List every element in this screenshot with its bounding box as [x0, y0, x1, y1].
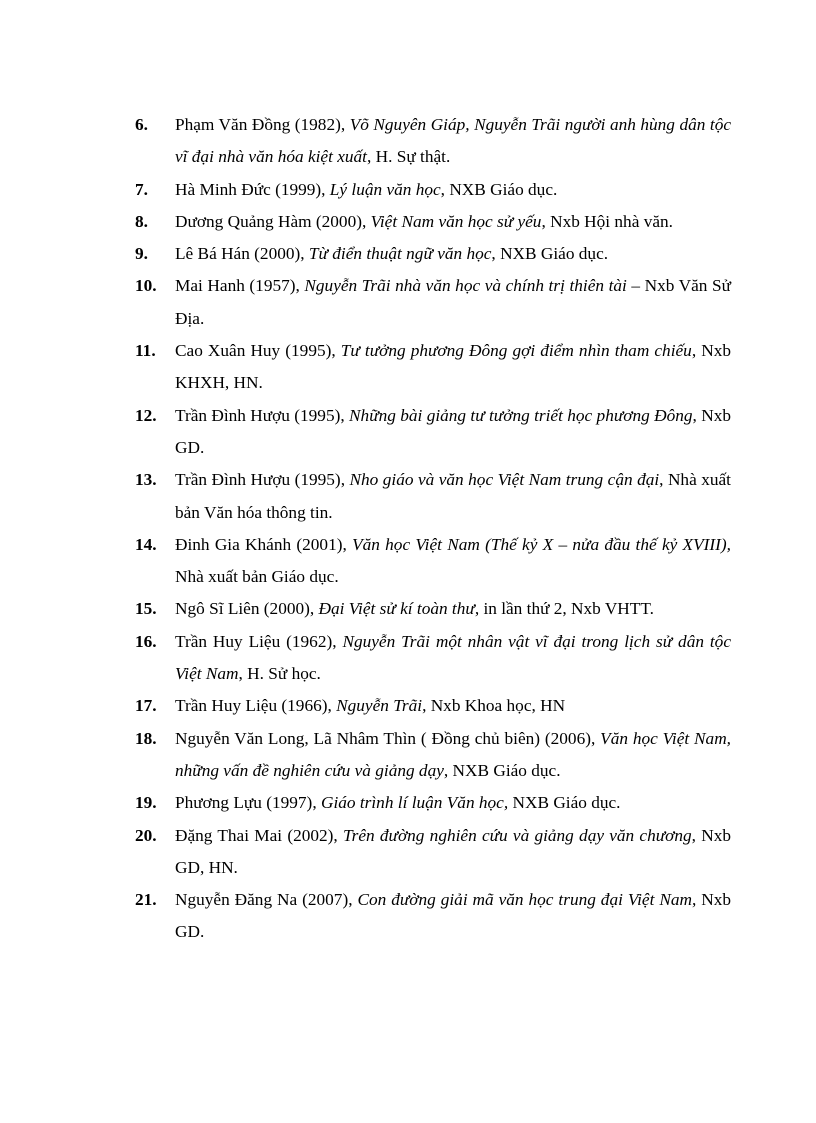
reference-title: Lý luận văn học — [329, 179, 441, 199]
reference-text — [175, 723, 731, 788]
reference-author: Nguyễn Đăng Na (2007), — [175, 890, 358, 910]
reference-item — [135, 400, 731, 465]
reference-item — [135, 593, 731, 625]
reference-publisher: , Nxb KHXH, HN. — [175, 341, 731, 393]
reference-text — [175, 464, 731, 529]
reference-author: Ngô Sĩ Liên (2000), — [175, 599, 319, 619]
reference-publisher: , NXB Giáo dục. — [491, 244, 609, 264]
reference-item — [135, 626, 731, 691]
reference-publisher: , Nxb GD. — [175, 405, 731, 457]
reference-title: Văn học Việt Nam, những vấn đề nghiên cứu và giảng dạy — [175, 728, 731, 780]
reference-publisher: , Nxb GD, HN. — [175, 825, 731, 877]
reference-number: 17. — [135, 696, 157, 716]
reference-publisher: – Nxb Văn Sử Địa. — [175, 276, 732, 328]
reference-author: Dương Quảng Hàm (2000), — [175, 211, 371, 231]
reference-number: 10. — [135, 276, 157, 296]
reference-text — [175, 400, 731, 465]
reference-title: Trên đường nghiên cứu và giảng dạy văn chương — [342, 825, 692, 845]
reference-title: Việt Nam văn học sử yếu — [370, 211, 542, 231]
reference-author: Mai Hanh (1957), — [175, 276, 305, 296]
reference-text — [175, 626, 731, 691]
reference-text — [175, 787, 731, 819]
reference-item — [135, 787, 731, 819]
reference-text — [175, 884, 731, 949]
reference-title: Nguyễn Trãi một nhân vật vĩ đại trong lịch sử dân tộc Việt Nam — [175, 631, 731, 684]
reference-item — [135, 238, 731, 270]
reference-publisher: , Nxb Khoa học, HN — [422, 696, 566, 716]
reference-title: Nguyễn Trãi nhà văn học và chính trị thiên tài — [304, 276, 627, 296]
reference-item — [135, 335, 731, 400]
reference-title: Nguyễn Trãi — [336, 696, 423, 716]
reference-number: 12. — [135, 405, 157, 425]
reference-title: Nho giáo và văn học Việt Nam trung cận đại — [349, 470, 660, 490]
reference-item — [135, 270, 731, 335]
reference-title: Đại Việt sử kí toàn thư — [318, 599, 475, 619]
reference-publisher: NXB Giáo dục. — [508, 793, 621, 813]
reference-text — [175, 335, 731, 400]
reference-item — [135, 206, 731, 238]
reference-number: 21. — [135, 890, 157, 910]
reference-publisher: , Nhà xuất bản Văn hóa thông tin. — [175, 470, 731, 522]
reference-publisher: , Nxb Hội nhà văn. — [541, 211, 673, 231]
reference-publisher: , NXB Giáo dục. — [443, 760, 561, 780]
reference-item — [135, 464, 731, 529]
reference-number: 8. — [135, 211, 148, 231]
reference-author: Phạm Văn Đồng (1982), — [175, 115, 350, 134]
reference-text — [175, 238, 731, 270]
reference-item — [135, 690, 731, 722]
reference-number: 14. — [135, 534, 157, 554]
reference-author: Cao Xuân Huy (1995), — [175, 341, 341, 361]
reference-text — [175, 690, 731, 722]
reference-author: Hà Minh Đức (1999), — [175, 179, 330, 199]
reference-number: 9. — [135, 244, 148, 264]
reference-author: Đặng Thai Mai (2002), — [175, 825, 343, 845]
reference-publisher: , NXB Giáo dục. — [440, 179, 558, 199]
reference-number: 16. — [135, 631, 157, 651]
reference-number: 6. — [135, 115, 148, 134]
reference-text — [175, 593, 731, 625]
reference-title: Tư tưởng phương Đông gợi điểm nhìn tham chiếu — [340, 341, 692, 361]
reference-author: Trần Đình Hượu (1995), — [175, 470, 350, 490]
reference-publisher: , in lần thứ 2, Nxb VHTT. — [474, 599, 654, 619]
reference-item — [135, 723, 731, 788]
reference-text — [175, 206, 731, 238]
reference-title: Võ Nguyên Giáp, Nguyễn Trãi người anh hùng dân tộc vĩ đại nhà văn hóa kiệt xuất — [175, 115, 731, 167]
reference-item — [135, 529, 731, 594]
reference-text — [175, 109, 731, 174]
reference-number: 13. — [135, 470, 157, 490]
reference-item — [135, 174, 731, 206]
reference-title: Giáo trình lí luận Văn học, — [320, 793, 509, 813]
reference-author: Trần Huy Liệu (1966), — [175, 696, 337, 716]
reference-text — [175, 529, 731, 594]
reference-publisher: , H. Sự thật. — [366, 147, 451, 167]
reference-number: 11. — [135, 341, 156, 361]
reference-publisher: , Nxb GD. — [175, 890, 731, 942]
reference-title: Từ điển thuật ngữ văn học — [308, 244, 492, 264]
reference-author: Phương Lựu (1997), — [175, 793, 321, 813]
reference-number: 19. — [135, 793, 157, 813]
reference-item — [135, 820, 731, 885]
reference-author: Nguyễn Văn Long, Lã Nhâm Thìn ( Đồng chủ biên) (2006), — [175, 728, 601, 748]
reference-text — [175, 174, 731, 206]
reference-item — [135, 109, 731, 174]
reference-number: 7. — [135, 179, 148, 199]
reference-text — [175, 270, 731, 335]
reference-publisher: , H. Sử học. — [238, 664, 321, 684]
reference-author: Lê Bá Hán (2000), — [175, 244, 309, 264]
reference-publisher: Nhà xuất bản Giáo dục. — [175, 567, 339, 587]
reference-list — [135, 109, 731, 949]
reference-number: 18. — [135, 728, 157, 748]
reference-title: Những bài giảng tư tưởng triết học phương Đông — [349, 405, 693, 425]
reference-author: Trần Huy Liệu (1962), — [175, 631, 343, 651]
reference-number: 20. — [135, 825, 157, 845]
reference-number: 15. — [135, 599, 157, 619]
reference-title: Con đường giải mã văn học trung đại Việt Nam — [357, 890, 692, 910]
reference-text — [175, 820, 731, 885]
reference-author: Đinh Gia Khánh (2001), — [175, 534, 353, 554]
reference-item — [135, 884, 731, 949]
reference-title: Văn học Việt Nam (Thế kỷ X – nửa đầu thế kỷ XVIII), — [352, 534, 732, 554]
reference-author: Trần Đình Hượu (1995), — [175, 405, 350, 425]
